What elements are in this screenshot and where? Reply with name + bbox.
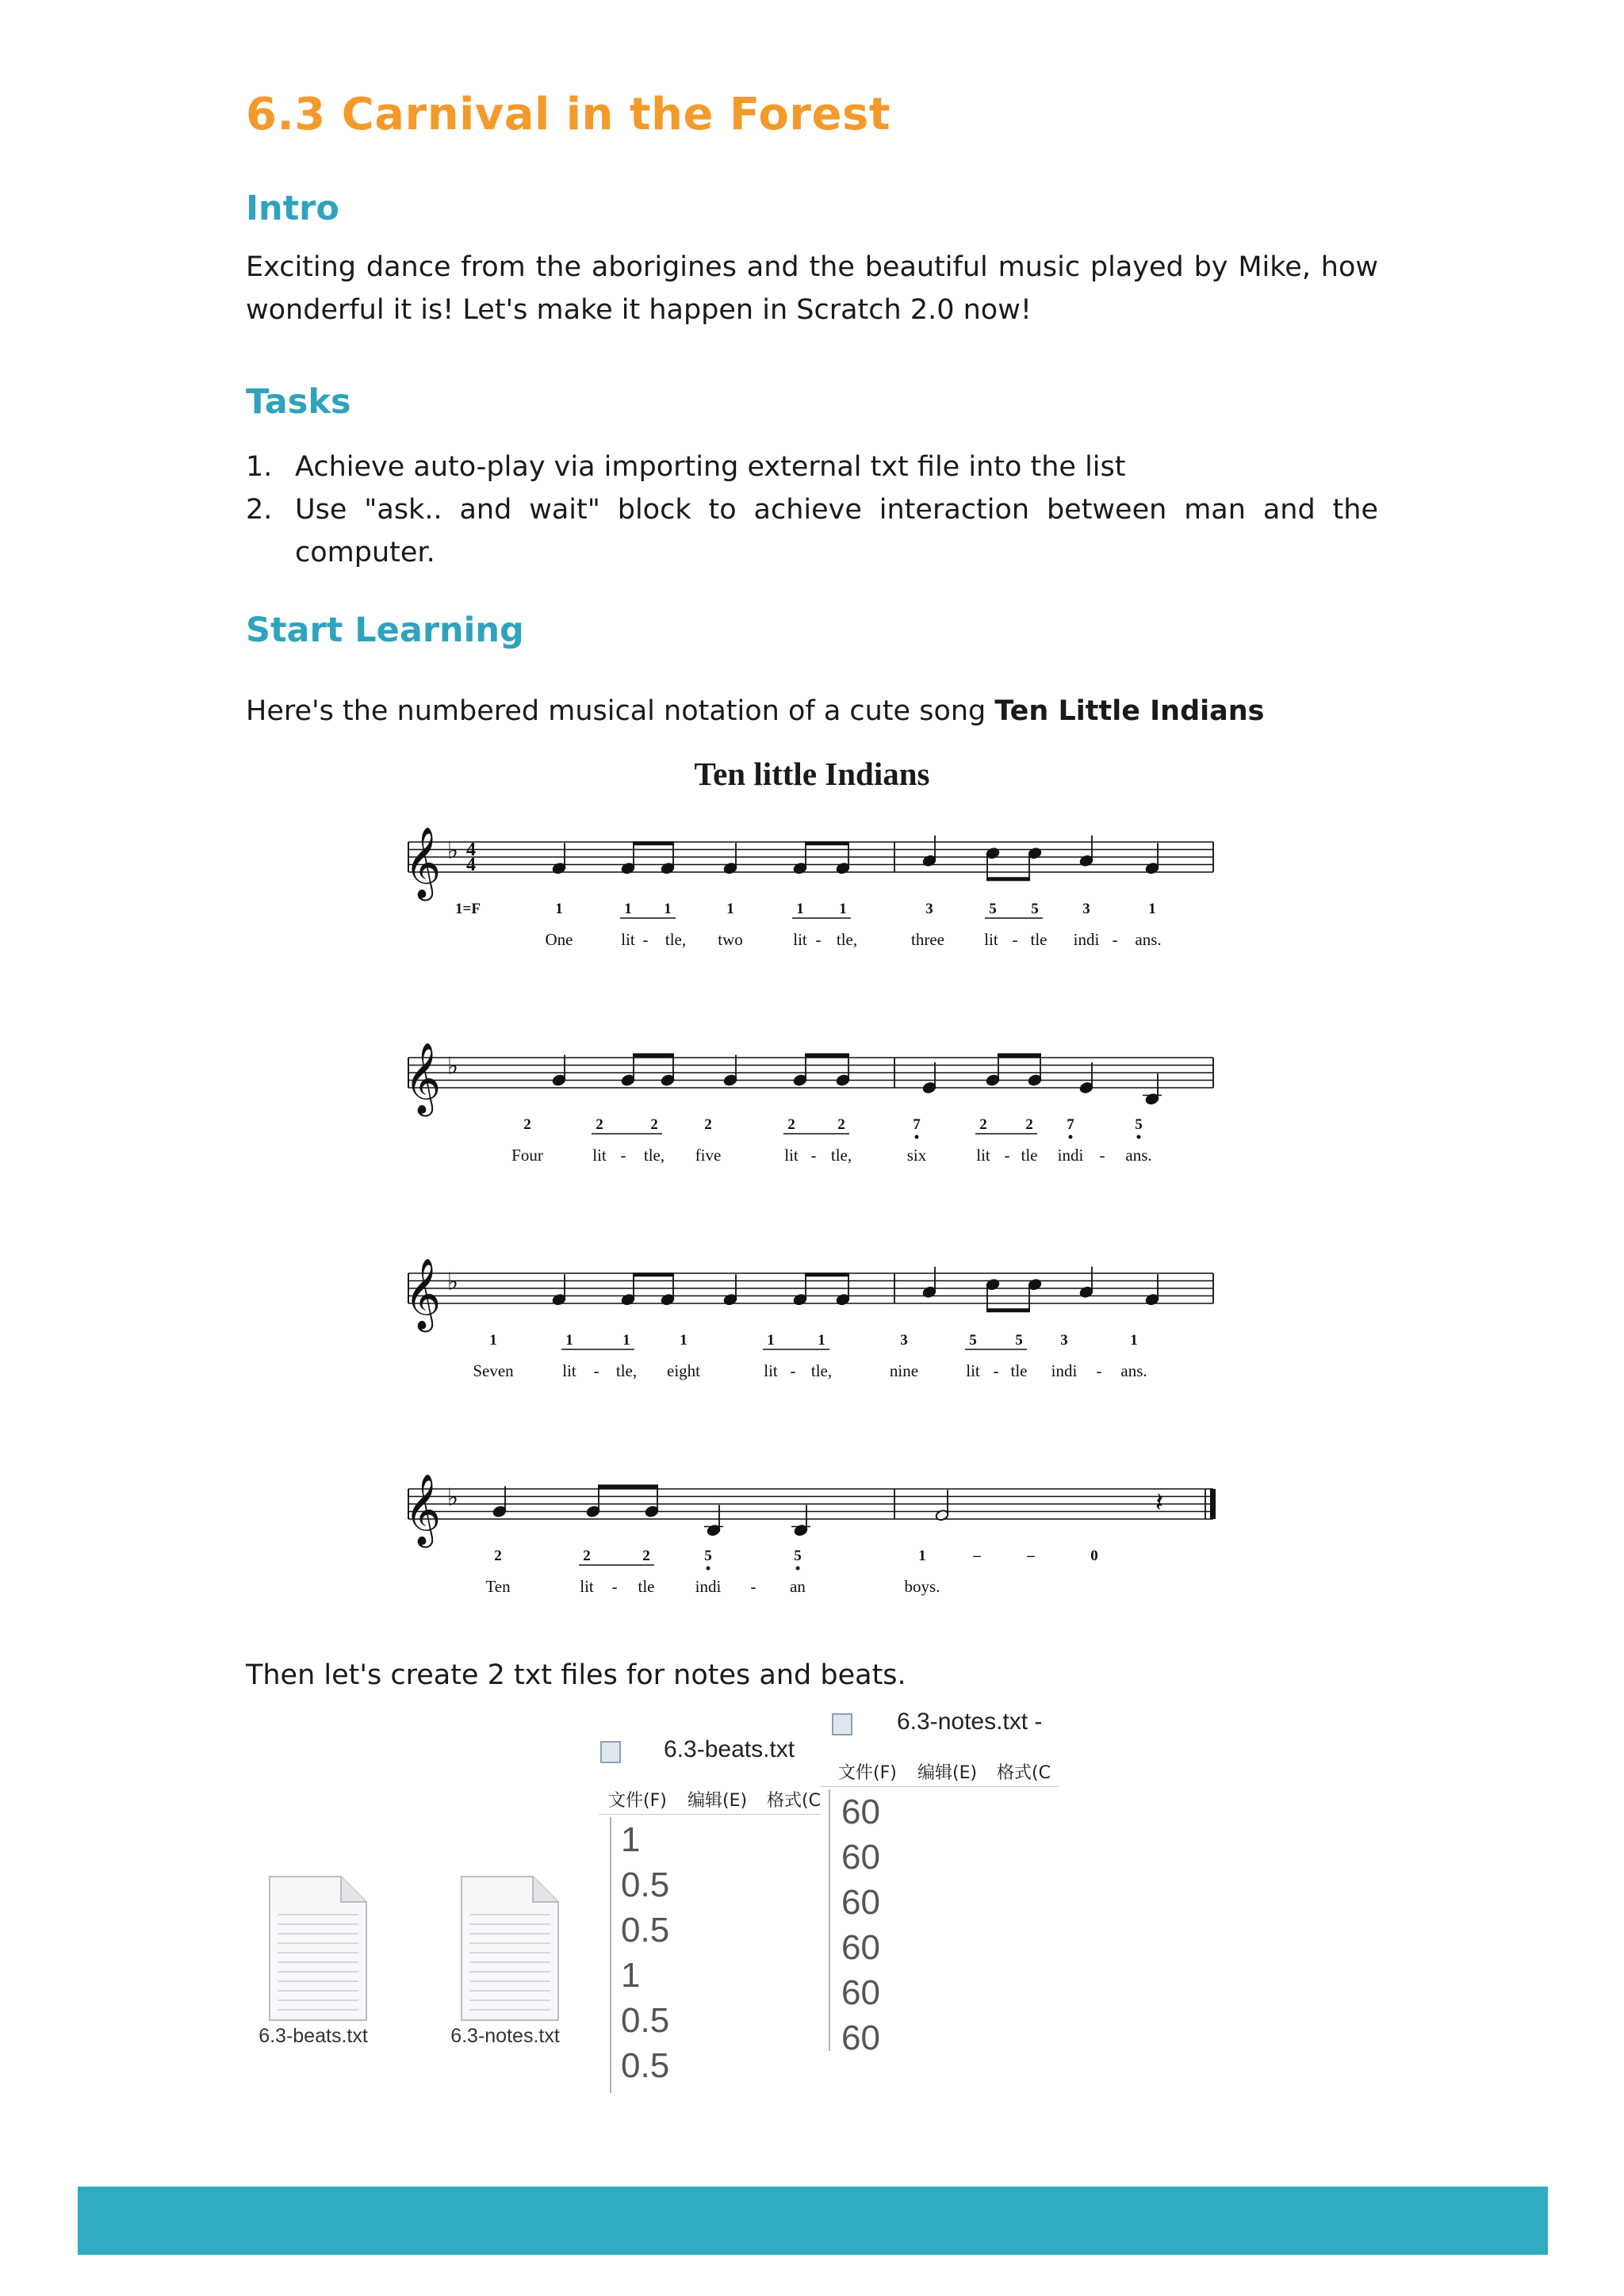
tasks-heading: Tasks [246,382,351,422]
jianpu-number: 1 [1130,1332,1138,1349]
treble-clef-icon: 𝄞 [404,1043,442,1112]
octave-dot [796,1567,800,1571]
key-signature-flat-icon: ♭ [446,1484,459,1511]
jianpu-number: 5 [1031,901,1039,917]
jianpu-number: 5 [989,901,997,917]
jianpu-number: 2 [650,1116,658,1133]
text-line: 60 [841,1973,880,2012]
menu-file[interactable]: 文件(F) [838,1763,897,1783]
jianpu-number: 2 [642,1548,650,1564]
lyric-word: lit [592,1146,607,1165]
text-line: 60 [841,1793,880,1831]
lyric-word: indi [695,1577,722,1596]
jianpu-number: – [973,1548,981,1564]
octave-dot [707,1567,710,1571]
jianpu-number: 5 [704,1548,712,1564]
key-signature-flat-icon: ♭ [446,1053,459,1080]
lyric-word: lit [580,1577,594,1596]
jianpu-number: 1 [489,1332,497,1349]
lyric-word: lit [984,930,998,949]
jianpu-number: 1 [796,901,804,917]
treble-clef-icon: 𝄞 [404,1259,442,1328]
lyric-word: - [1099,1146,1105,1165]
time-signature: 4 [466,855,476,875]
start-learning-heading: Start Learning [246,610,524,650]
text-line: 0.5 [621,2001,670,2040]
jianpu-number: 0 [1090,1548,1098,1564]
lyric-word: tle, [615,1361,638,1380]
files-text: Then let's create 2 txt files for notes and beats. [246,1659,906,1691]
jianpu-number: 1 [818,1332,825,1349]
jianpu-number: 1 [767,1332,775,1349]
jianpu-number: 1 [918,1548,926,1564]
lyric-word: nine [889,1361,919,1380]
jianpu-number: 2 [704,1116,712,1133]
notepad-icon [600,1741,621,1763]
learning-intro-text: Here's the numbered musical notation of a cute song Ten Little Indians [246,695,1265,727]
lyric-word: two [718,930,743,949]
quarter-rest-icon: 𝄽 [1155,1488,1164,1518]
text-line: 60 [841,1883,880,1922]
jianpu-number: 1 [726,901,734,917]
lyric-word: One [545,930,573,949]
jianpu-number: 3 [1060,1332,1068,1349]
file-icon-notes[interactable] [430,1875,580,2048]
window-menubar [599,1782,821,1815]
menu-format[interactable]: 格式(C [997,1763,1051,1783]
beam [633,1054,674,1058]
text-line: 60 [841,2019,880,2057]
lyric-word: lit [784,1146,799,1165]
beam [805,1272,849,1276]
task-item: 2. Use "ask.. and wait" block to achieve interaction between man and the computer. [246,494,1378,568]
jianpu-number: 5 [1015,1332,1023,1349]
lyric-word: lit [621,930,635,949]
jianpu-number: 2 [583,1548,591,1564]
jianpu-number: 1 [555,901,563,917]
menu-file[interactable]: 文件(F) [608,1791,667,1811]
jianpu-number: – [1027,1548,1035,1564]
jianpu-number: 2 [837,1116,845,1133]
lyric-word: tle, [643,1146,665,1165]
file-icon-label: 6.3-notes.txt [450,2025,560,2047]
file-icon-label: 6.3-beats.txt [259,2025,368,2047]
lyric-word: - [611,1577,618,1596]
notes-notepad-window [821,1701,1059,2065]
text-line: 0.5 [621,1911,670,1950]
jianpu-number: 2 [523,1116,531,1133]
key-signature-flat-icon: ♭ [446,1269,459,1295]
lyric-word: tle [638,1577,655,1596]
lyric-word: indi [1051,1361,1078,1380]
jianpu-number: 7 [913,1116,921,1133]
lyric-word: indi [1057,1146,1084,1165]
text-line: 0.5 [621,2046,670,2085]
octave-dot [1069,1135,1073,1139]
jianpu-number: 1 [565,1332,573,1349]
file-icon-beats[interactable] [238,1875,389,2048]
tasks-list [246,446,1378,574]
notepad-icon [832,1713,852,1735]
jianpu-number: 5 [969,1332,977,1349]
text-file-icon [446,1875,565,2022]
task-item: 1. Achieve auto-play via importing external txt file into the list [246,451,1126,483]
jianpu-number: 1 [1148,901,1156,917]
beam [998,1054,1041,1058]
lyric-word: an [790,1577,806,1596]
menu-edit[interactable]: 编辑(E) [688,1791,748,1811]
jianpu-number: 7 [1067,1116,1074,1133]
lyric-word: three [911,930,944,949]
key-label: 1=F [455,901,481,917]
music-score [0,793,1624,1617]
jianpu-number: 2 [1025,1116,1033,1133]
page-title: 6.3 Carnival in the Forest [246,89,891,140]
jianpu-number: 1 [680,1332,688,1349]
lyric-word: lit [966,1361,980,1380]
lyric-word: tle [1021,1146,1038,1165]
lyric-word: lit [976,1146,990,1165]
intro-heading: Intro [246,189,339,228]
beam [633,1272,674,1276]
jianpu-number: 1 [664,901,672,917]
window-text-area[interactable] [610,1817,669,2093]
text-line: 0.5 [621,1866,670,1904]
jianpu-number: 2 [494,1548,502,1564]
beam [986,1308,1030,1312]
jianpu-number: 5 [1135,1116,1143,1133]
jianpu-number: 3 [900,1332,908,1349]
treble-clef-icon: 𝄞 [404,1475,442,1544]
window-text-area[interactable] [829,1789,880,2057]
lyric-word: Seven [473,1361,514,1380]
beam [633,841,674,845]
jianpu-number: 1 [839,901,847,917]
lyric-word: - [750,1577,756,1596]
lyric-word: tle, [665,930,687,949]
lyric-word: - [810,1146,817,1165]
intro-text: Exciting dance from the aborigines and the beautiful music played by Mike, how wonderful it is! Let's make it happen in Scratch 2.0 now! [246,251,1378,326]
beats-notepad-window [599,1728,821,2093]
jianpu-number: 3 [925,901,933,917]
lyric-word: - [620,1146,626,1165]
lyric-word: - [1012,930,1018,949]
beam [805,841,849,845]
window-titlebar [599,1728,821,1776]
octave-dot [915,1135,919,1139]
text-line: 1 [621,1820,641,1859]
window-title: 6.3-notes.txt - [897,1709,1043,1735]
beam [986,877,1030,881]
text-line: 1 [621,1956,641,1995]
jianpu-number: 2 [596,1116,603,1133]
jianpu-number: 3 [1082,901,1090,917]
lyric-word: tle, [836,930,858,949]
lyric-word: ans. [1120,1361,1147,1380]
lyric-word: - [1096,1361,1102,1380]
lyric-word: - [642,930,649,949]
lyric-word: tle, [810,1361,833,1380]
beam [598,1485,658,1489]
lyric-word: tle [1030,930,1048,949]
jianpu-number: 2 [979,1116,987,1133]
lyric-word: lit [764,1361,778,1380]
octave-dot [1137,1135,1141,1139]
time-signature: 4 [466,840,476,860]
final-barline [1210,1489,1216,1519]
lyric-word: boys. [904,1577,940,1596]
lyric-word: tle, [830,1146,852,1165]
text-line: 60 [841,1838,880,1877]
lyric-word: - [815,930,822,949]
lyric-word: indi [1073,930,1100,949]
lyric-word: Four [511,1146,543,1165]
key-signature-flat-icon: ♭ [446,837,459,864]
score-title: Ten little Indians [694,756,930,792]
lyric-word: lit [793,930,807,949]
footer-bar [78,2187,1548,2255]
jianpu-number: 1 [622,1332,630,1349]
menu-edit[interactable]: 编辑(E) [917,1763,978,1783]
jianpu-number: 2 [787,1116,795,1133]
lyric-word: ans. [1125,1146,1152,1165]
window-titlebar [821,1701,1059,1748]
text-file-icon [254,1875,373,2022]
lyric-word: six [906,1146,927,1165]
window-menubar [821,1755,1059,1787]
beam [805,1054,849,1058]
lyric-word: - [790,1361,796,1380]
lyric-word: tle [1010,1361,1028,1380]
lyric-word: ans. [1135,930,1162,949]
lyric-word: - [593,1361,599,1380]
lyric-word: - [993,1361,999,1380]
lyric-word: eight [667,1361,700,1380]
window-title: 6.3-beats.txt [664,1736,795,1762]
lyric-word: lit [562,1361,576,1380]
text-line: 60 [841,1928,880,1967]
treble-clef-icon: 𝄞 [404,828,442,897]
jianpu-number: 5 [794,1548,802,1564]
lyric-word: - [1004,1146,1010,1165]
song-name: Ten Little Indians [994,695,1265,727]
menu-format[interactable]: 格式(C [767,1791,821,1811]
lyric-word: five [695,1146,722,1165]
jianpu-number: 1 [624,901,632,917]
lyric-word: - [1112,930,1118,949]
lyric-word: Ten [485,1577,511,1596]
